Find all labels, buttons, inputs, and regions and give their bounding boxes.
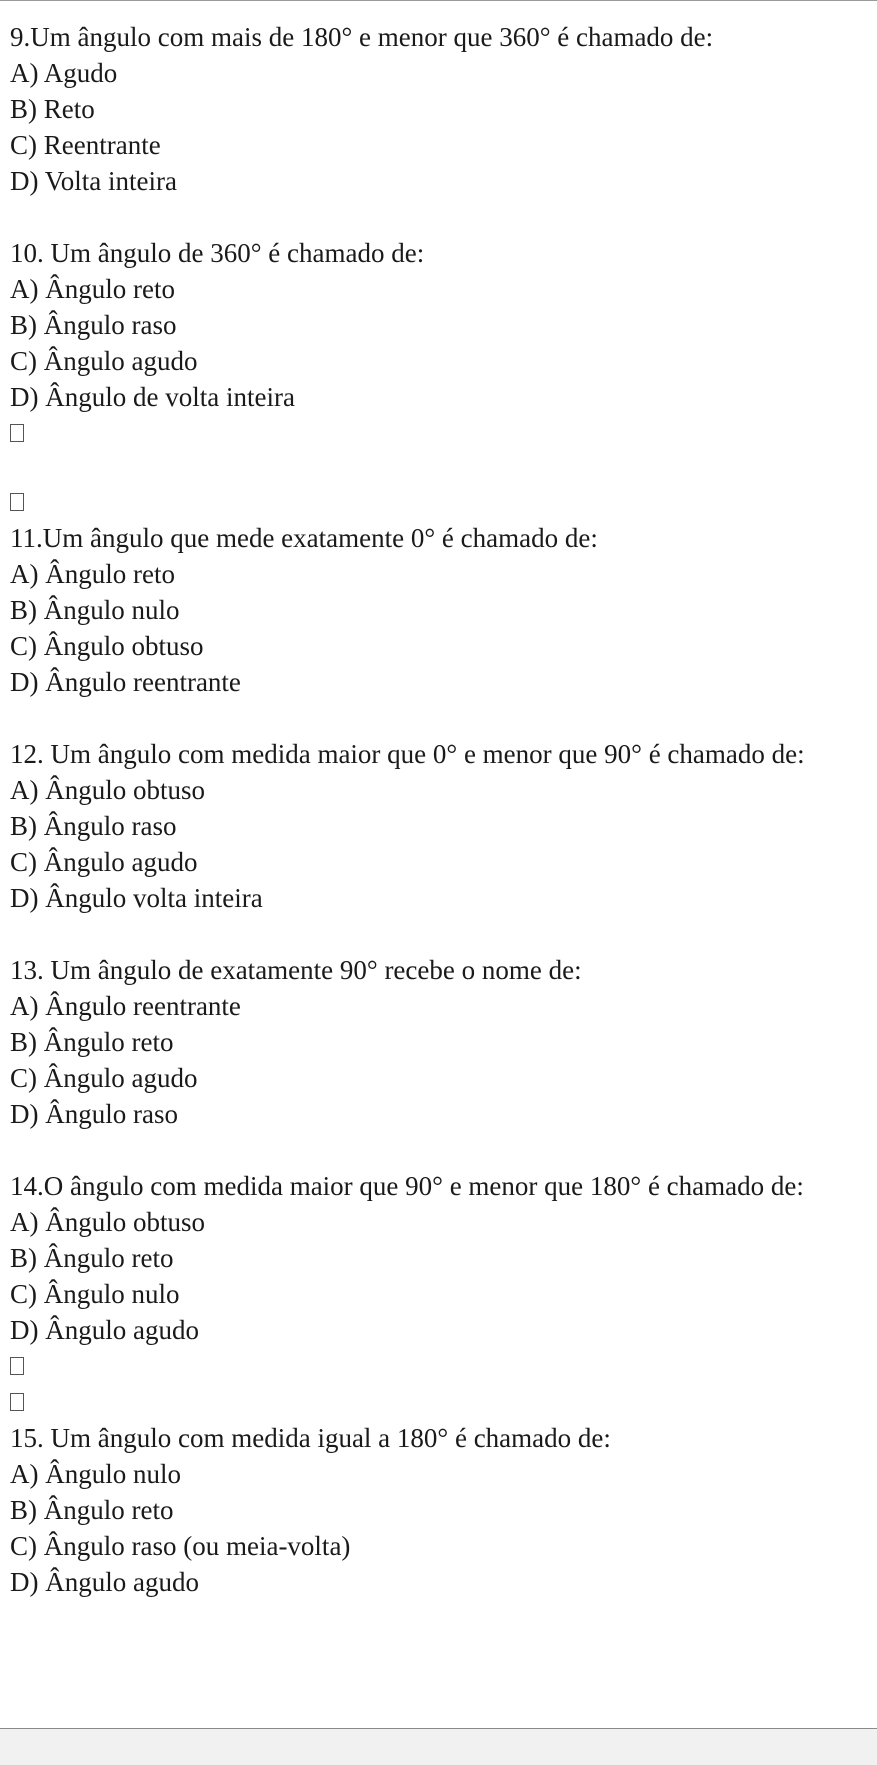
- empty-box-icon: [10, 493, 24, 511]
- question-14: [10, 1168, 860, 1348]
- empty-box-icon: [10, 1393, 24, 1411]
- option-a: A) Ângulo reto: [10, 559, 175, 589]
- question-13: [10, 952, 860, 1132]
- option-b: B) Reto: [10, 94, 95, 124]
- option-c: C) Ângulo obtuso: [10, 631, 204, 661]
- top-divider: [0, 0, 877, 1]
- option-b: B) Ângulo reto: [10, 1027, 174, 1057]
- option-c: C) Ângulo agudo: [10, 847, 198, 877]
- option-a: A) Ângulo obtuso: [10, 1207, 205, 1237]
- question-12: [10, 736, 860, 916]
- question-stem: 15. Um ângulo com medida igual a 180° é chamado de:: [10, 1423, 611, 1453]
- question-stem: 9.Um ângulo com mais de 180° e menor que 360° é chamado de:: [10, 22, 714, 52]
- option-c: C) Ângulo agudo: [10, 346, 198, 376]
- question-15: [10, 1420, 860, 1600]
- empty-box-icon: [10, 424, 24, 442]
- missing-glyph-box: [10, 1384, 860, 1420]
- option-a: A) Ângulo reto: [10, 274, 175, 304]
- option-c: C) Ângulo nulo: [10, 1279, 180, 1309]
- option-d: D) Ângulo reentrante: [10, 667, 241, 697]
- option-a: A) Ângulo nulo: [10, 1459, 181, 1489]
- question-stem: 11.Um ângulo que mede exatamente 0° é chamado de:: [10, 523, 598, 553]
- option-b: B) Ângulo raso: [10, 310, 177, 340]
- missing-glyph-box: [10, 415, 860, 451]
- question-10: [10, 235, 860, 415]
- question-stem: 12. Um ângulo com medida maior que 0° e menor que 90° é chamado de:: [10, 739, 805, 769]
- quiz-document: [10, 19, 860, 1600]
- missing-glyph-box: [10, 484, 860, 520]
- option-c: C) Ângulo agudo: [10, 1063, 198, 1093]
- option-d: D) Ângulo agudo: [10, 1567, 199, 1597]
- question-stem: 14.O ângulo com medida maior que 90° e menor que 180° é chamado de:: [10, 1171, 804, 1201]
- option-d: D) Ângulo de volta inteira: [10, 382, 295, 412]
- option-b: B) Ângulo reto: [10, 1495, 174, 1525]
- missing-glyph-box: [10, 1348, 860, 1384]
- spacer: [10, 451, 860, 484]
- option-a: A) Ângulo obtuso: [10, 775, 205, 805]
- option-d: D) Ângulo volta inteira: [10, 883, 263, 913]
- question-11: [10, 520, 860, 700]
- option-b: B) Ângulo raso: [10, 811, 177, 841]
- option-b: B) Ângulo reto: [10, 1243, 174, 1273]
- question-9: [10, 19, 860, 199]
- question-stem: 10. Um ângulo de 360° é chamado de:: [10, 238, 425, 268]
- question-stem: 13. Um ângulo de exatamente 90° recebe o nome de:: [10, 955, 582, 985]
- option-c: C) Ângulo raso (ou meia-volta): [10, 1531, 351, 1561]
- option-d: D) Ângulo agudo: [10, 1315, 199, 1345]
- option-d: D) Volta inteira: [10, 166, 177, 196]
- bottom-bar: [0, 1728, 877, 1765]
- option-a: A) Agudo: [10, 58, 118, 88]
- option-c: C) Reentrante: [10, 130, 161, 160]
- empty-box-icon: [10, 1357, 24, 1375]
- option-a: A) Ângulo reentrante: [10, 991, 241, 1021]
- option-b: B) Ângulo nulo: [10, 595, 180, 625]
- option-d: D) Ângulo raso: [10, 1099, 178, 1129]
